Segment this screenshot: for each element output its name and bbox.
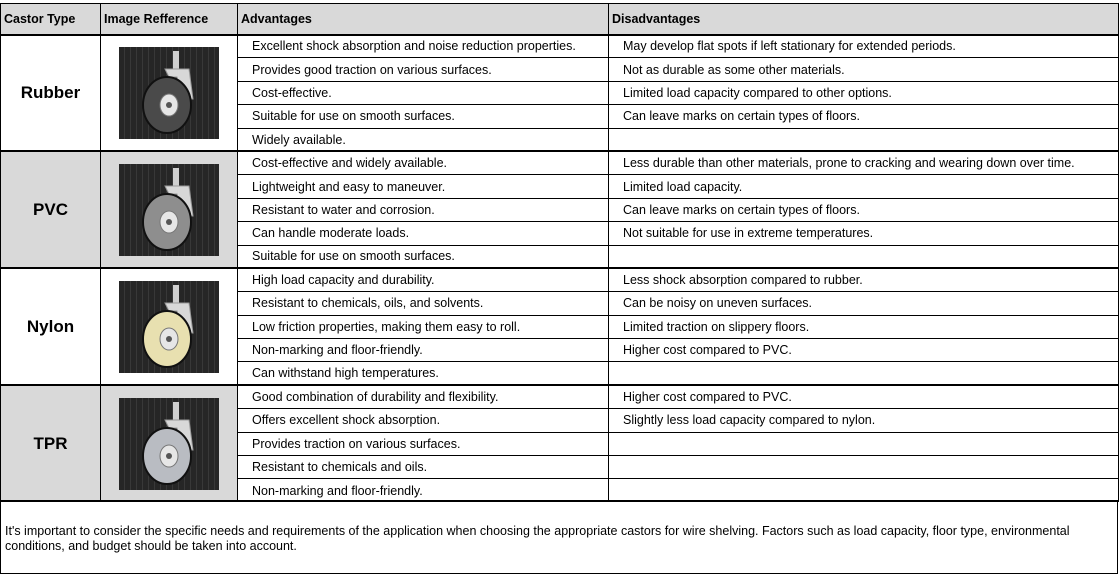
disadvantage-cell[interactable]: Higher cost compared to PVC. <box>609 385 1119 408</box>
table-body <box>1 35 1119 503</box>
disadvantage-cell[interactable]: Limited load capacity. <box>609 175 1119 198</box>
image-reference-cell[interactable] <box>101 385 238 502</box>
advantage-cell[interactable]: Widely available. <box>238 128 609 151</box>
table-row <box>1 35 1119 58</box>
advantage-cell[interactable]: Resistant to water and corrosion. <box>238 198 609 221</box>
tpr-castor-photo <box>119 398 219 490</box>
advantage-cell[interactable]: Suitable for use on smooth surfaces. <box>238 105 609 128</box>
header-advantages[interactable]: Advantages <box>238 4 609 35</box>
advantage-cell[interactable]: Low friction properties, making them easy to roll. <box>238 315 609 338</box>
image-reference-cell[interactable] <box>101 35 238 152</box>
castor-type-cell[interactable]: PVC <box>1 151 101 268</box>
disadvantage-cell[interactable] <box>609 245 1119 268</box>
advantage-cell[interactable]: High load capacity and durability. <box>238 268 609 291</box>
table-row <box>1 385 1119 408</box>
pvc-castor-photo <box>119 164 219 256</box>
advantage-cell[interactable]: Resistant to chemicals and oils. <box>238 456 609 479</box>
advantage-cell[interactable]: Can withstand high temperatures. <box>238 362 609 385</box>
image-reference-cell[interactable] <box>101 151 238 268</box>
advantage-cell[interactable]: Good combination of durability and flexibility. <box>238 385 609 408</box>
disadvantage-cell[interactable]: Higher cost compared to PVC. <box>609 339 1119 362</box>
advantage-cell[interactable]: Provides good traction on various surfaces. <box>238 58 609 81</box>
disadvantage-cell[interactable]: Limited load capacity compared to other options. <box>609 81 1119 104</box>
disadvantage-cell[interactable]: Less durable than other materials, prone to cracking and wearing down over time. <box>609 151 1119 174</box>
advantage-cell[interactable]: Resistant to chemicals, oils, and solvents. <box>238 292 609 315</box>
advantage-cell[interactable]: Can handle moderate loads. <box>238 222 609 245</box>
header-row <box>1 4 1119 35</box>
disadvantage-cell[interactable] <box>609 456 1119 479</box>
advantage-cell[interactable]: Non-marking and floor-friendly. <box>238 479 609 502</box>
image-reference-cell[interactable] <box>101 268 238 385</box>
castor-wheel-icon <box>119 398 219 490</box>
advantage-cell[interactable]: Suitable for use on smooth surfaces. <box>238 245 609 268</box>
header-disadvantages[interactable]: Disadvantages <box>609 4 1119 35</box>
castor-type-cell[interactable]: TPR <box>1 385 101 502</box>
castor-comparison-table <box>0 3 1119 502</box>
castor-wheel-icon <box>119 47 219 139</box>
disadvantage-cell[interactable]: Less shock absorption compared to rubber. <box>609 268 1119 291</box>
disadvantage-cell[interactable]: Not suitable for use in extreme temperatures. <box>609 222 1119 245</box>
footer-note[interactable]: It's important to consider the specific needs and requirements of the application when choosing the appropriate castors for wire shelving. Factors such as load capacity, floor type, environmental conditions, and budget should be taken into account. <box>0 500 1118 574</box>
disadvantage-cell[interactable]: Can leave marks on certain types of floors. <box>609 105 1119 128</box>
advantage-cell[interactable]: Lightweight and easy to maneuver. <box>238 175 609 198</box>
nylon-castor-photo <box>119 281 219 373</box>
disadvantage-cell[interactable] <box>609 432 1119 455</box>
disadvantage-cell[interactable]: Slightly less load capacity compared to nylon. <box>609 409 1119 432</box>
castor-wheel-icon <box>119 164 219 256</box>
disadvantage-cell[interactable] <box>609 479 1119 502</box>
castor-type-cell[interactable]: Nylon <box>1 268 101 385</box>
advantage-cell[interactable]: Offers excellent shock absorption. <box>238 409 609 432</box>
disadvantage-cell[interactable]: Limited traction on slippery floors. <box>609 315 1119 338</box>
advantage-cell[interactable]: Excellent shock absorption and noise reduction properties. <box>238 35 609 58</box>
disadvantage-cell[interactable]: Can leave marks on certain types of floors. <box>609 198 1119 221</box>
advantage-cell[interactable]: Provides traction on various surfaces. <box>238 432 609 455</box>
disadvantage-cell[interactable]: Not as durable as some other materials. <box>609 58 1119 81</box>
castor-type-cell[interactable]: Rubber <box>1 35 101 152</box>
disadvantage-cell[interactable] <box>609 362 1119 385</box>
header-image-reference[interactable]: Image Refference <box>101 4 238 35</box>
disadvantage-cell[interactable]: May develop flat spots if left stationary for extended periods. <box>609 35 1119 58</box>
advantage-cell[interactable]: Cost-effective and widely available. <box>238 151 609 174</box>
disadvantage-cell[interactable] <box>609 128 1119 151</box>
table-row <box>1 268 1119 291</box>
castor-wheel-icon <box>119 281 219 373</box>
header-castor-type[interactable]: Castor Type <box>1 4 101 35</box>
advantage-cell[interactable]: Non-marking and floor-friendly. <box>238 339 609 362</box>
rubber-castor-photo <box>119 47 219 139</box>
disadvantage-cell[interactable]: Can be noisy on uneven surfaces. <box>609 292 1119 315</box>
table-row <box>1 151 1119 174</box>
advantage-cell[interactable]: Cost-effective. <box>238 81 609 104</box>
